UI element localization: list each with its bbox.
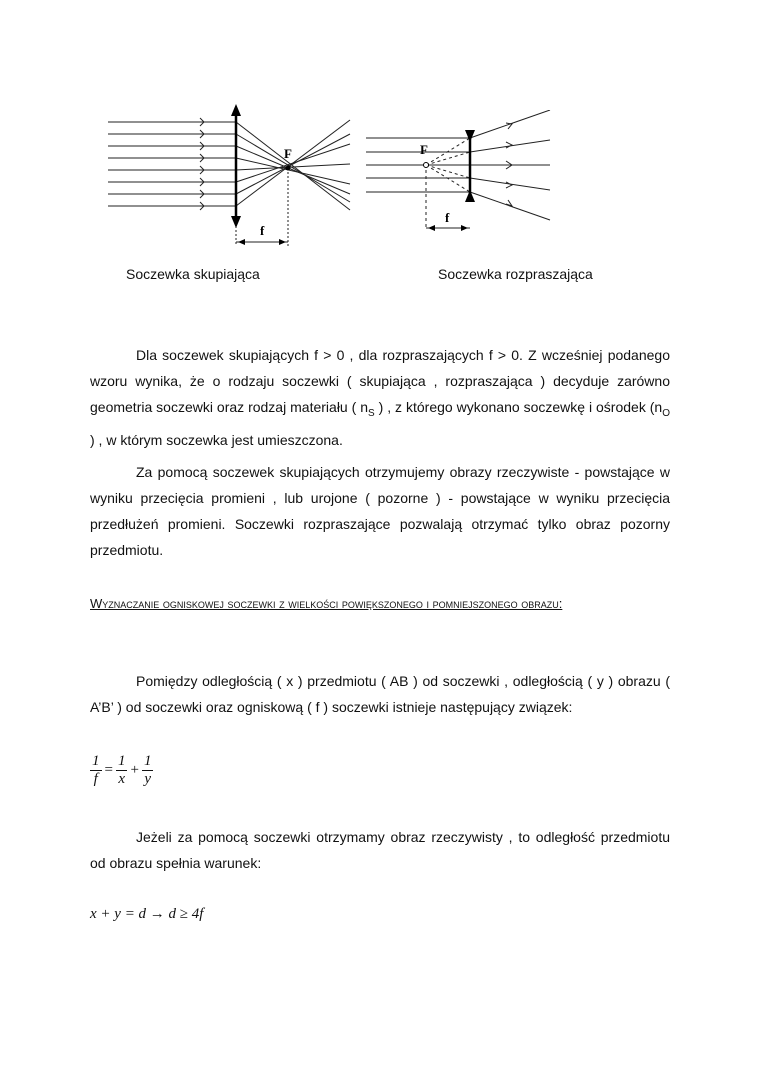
text-run: Dla soczewek skupiających f > 0 , dla rozpraszających f > 0. Z wcześniej podanego wzoru wynika, że o rodzaju soczewki ( skupiająca , rozpraszająca ) decyduje zarówno geometria soczewki oraz rodzaj materiału ( n [90, 347, 670, 415]
paragraph-image-types: Za pomocą soczewek skupiających otrzymujemy obrazy rzeczywiste - powstające w wyniku przecięcia promieni , lub urojone ( pozorne ) - powstające w wyniku przecięcia przedłużeń promieni. Soczewki rozpraszające pozwalają otrzymać tylko obraz pozorny przedmiotu. [90, 463, 670, 558]
section-heading: Wyznaczanie ogniskowej soczewki z wielkości powiększonego i pomniejszonego obrazu: [90, 596, 563, 611]
fraction-y [142, 753, 154, 788]
equals-sign: = [104, 762, 113, 778]
subscript-o: O [662, 407, 670, 419]
denominator: x [118, 771, 126, 787]
fraction-lhs [90, 753, 102, 788]
paragraph-real-image-condition [90, 824, 670, 876]
numerator: 1 [143, 753, 152, 769]
denominator: f [93, 771, 98, 787]
paragraph-text: Pomiędzy odległością ( x ) przedmiotu ( AB ) od soczewki , odległością ( y ) obrazu ( A’B’ ) od soczewki oraz ogniskową ( f ) soczewki istnieje następujący związek: [90, 673, 670, 715]
numerator: 1 [117, 753, 126, 769]
diverging-lens-diagram [360, 110, 600, 240]
subscript-s: S [368, 407, 375, 419]
focal-length-label: f [260, 223, 265, 238]
diverging-lens-caption: Soczewka rozpraszająca [438, 266, 593, 282]
numerator: 1 [92, 753, 100, 769]
focus-label: F [420, 142, 428, 157]
lens-equation [90, 753, 153, 788]
converging-lens-diagram [100, 100, 360, 250]
lens-sign-paragraphs [90, 342, 670, 563]
paragraph-focal-sign [90, 342, 670, 453]
plus-sign: + [130, 762, 139, 778]
focus-point [286, 166, 291, 171]
denominator: y [144, 771, 152, 787]
fraction-x [116, 753, 128, 788]
text-run: ) , z którego wykonano soczewkę i ośrodek (n [374, 399, 663, 415]
paragraph-lens-equation [90, 668, 670, 720]
distance-condition-formula: x + y = d → d ≥ 4f [90, 906, 204, 922]
text-run: ) , w którym soczewka jest umieszczona. [90, 431, 343, 448]
focal-length-label: f [445, 210, 450, 225]
focus-label: F [284, 146, 292, 161]
converging-lens-caption: Soczewka skupiająca [126, 266, 260, 282]
paragraph-text: Jeżeli za pomocą soczewki otrzymamy obraz rzeczywisty , to odległość przedmiotu od obrazu spełnia warunek: [90, 829, 670, 871]
focus-point [424, 163, 429, 168]
